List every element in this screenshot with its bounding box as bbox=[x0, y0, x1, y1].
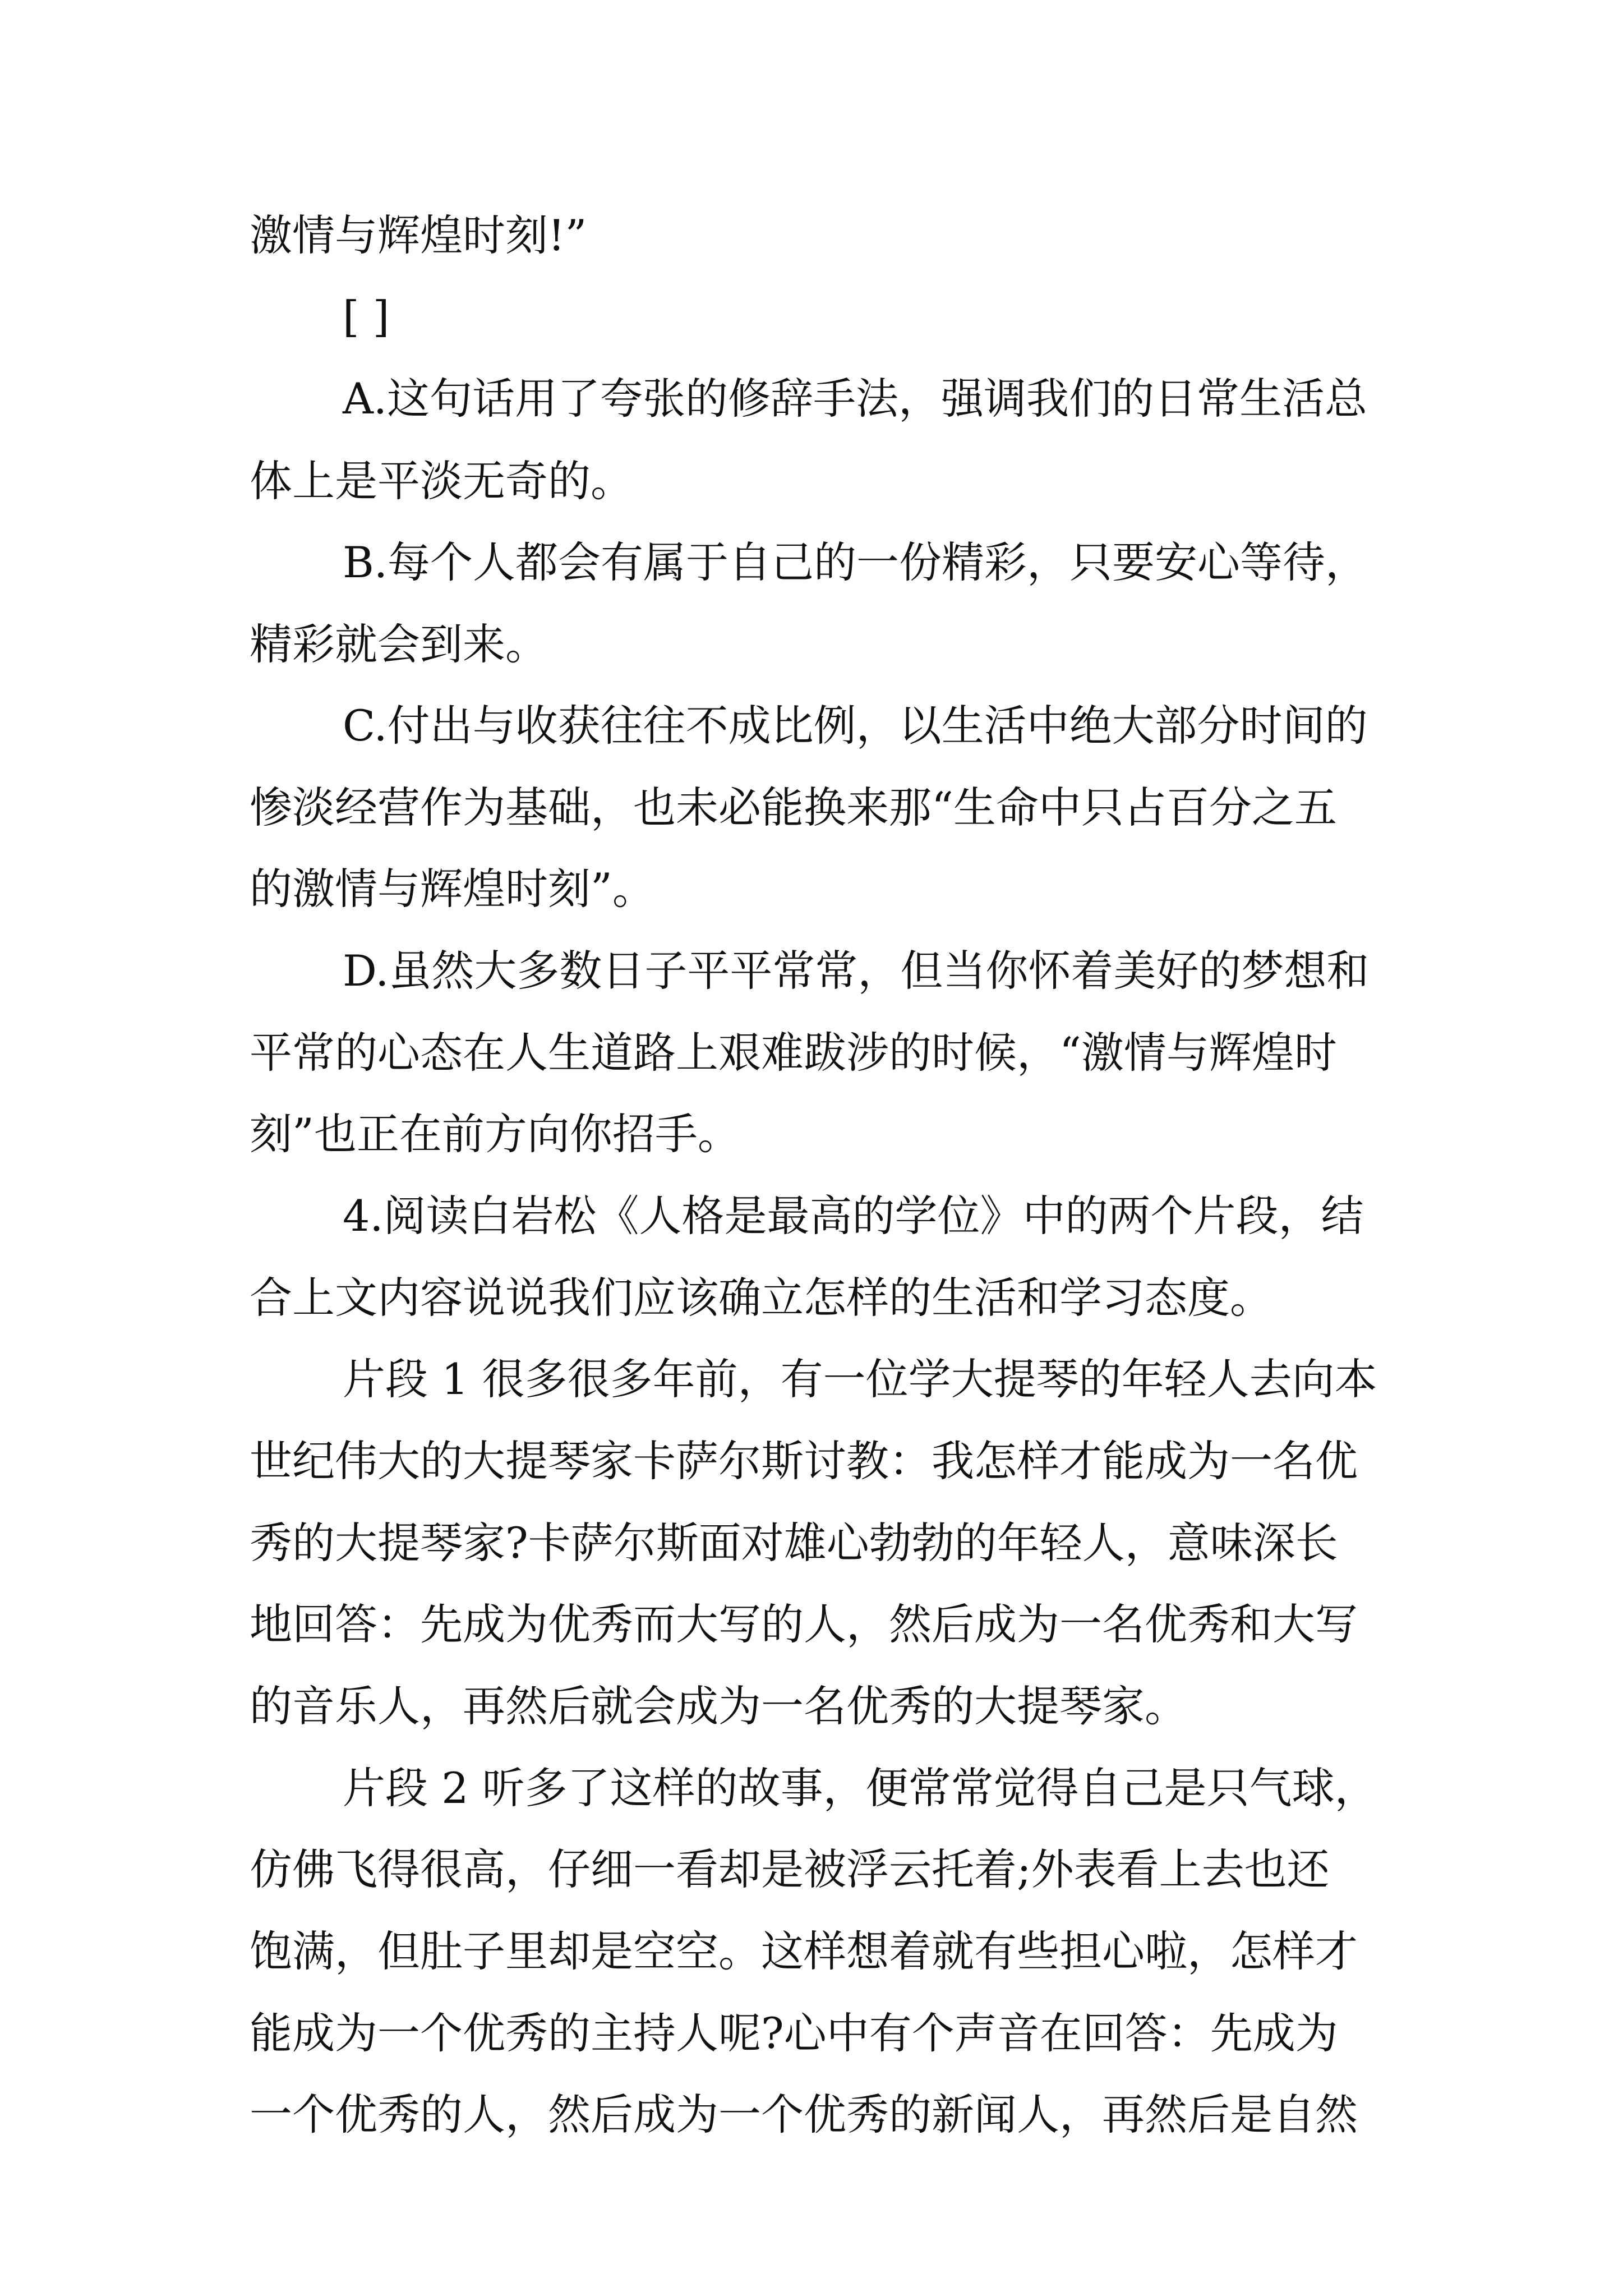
excerpt-2-line: 能成为一个优秀的主持人呢?心中有个声音在回答：先成为 bbox=[250, 2008, 1338, 2058]
question-4-line: 4.阅读白岩松《人格是最高的学位》中的两个片段，结 bbox=[343, 1191, 1364, 1241]
option-c-line: 惨淡经营作为基础，也未必能换来那“生命中只占百分之五 bbox=[250, 783, 1337, 832]
option-a-line: 体上是平淡无奇的。 bbox=[250, 456, 633, 506]
excerpt-1-line: 地回答：先成为优秀而大写的人，然后成为一名优秀和大写 bbox=[250, 1599, 1358, 1649]
option-c-line: C.付出与收获往往不成比例，以生活中绝大部分时间的 bbox=[343, 701, 1368, 751]
option-d-line: D.虽然大多数日子平平常常，但当你怀着美好的梦想和 bbox=[343, 946, 1370, 996]
question-4-line: 合上文内容说说我们应该确立怎样的生活和学习态度。 bbox=[250, 1273, 1272, 1323]
option-b-line: 精彩就会到来。 bbox=[250, 619, 548, 669]
excerpt-1-line: 的音乐人，再然后就会成为一名优秀的大提琴家。 bbox=[250, 1681, 1187, 1731]
excerpt-2-line: 片段 2 听多了这样的故事，便常常觉得自己是只气球， bbox=[343, 1763, 1377, 1813]
excerpt-1-line: 秀的大提琴家?卡萨尔斯面对雄心勃勃的年轻人，意味深长 bbox=[250, 1518, 1338, 1568]
text-line: 激情与辉煌时刻!” bbox=[250, 210, 587, 260]
excerpt-1-line: 片段 1 很多很多年前，有一位学大提琴的年轻人去向本 bbox=[343, 1354, 1377, 1404]
option-d-line: 平常的心态在人生道路上艰难跋涉的时候，“激情与辉煌时 bbox=[250, 1028, 1337, 1078]
option-b-line: B.每个人都会有属于自己的一份精彩，只要安心等待， bbox=[343, 537, 1368, 587]
answer-bracket: [ ] bbox=[343, 292, 390, 342]
excerpt-1-line: 世纪伟大的大提琴家卡萨尔斯讨教：我怎样才能成为一名优 bbox=[250, 1436, 1358, 1486]
option-a-line: A.这句话用了夸张的修辞手法，强调我们的日常生活总 bbox=[343, 374, 1368, 424]
excerpt-2-line: 一个优秀的人，然后成为一个优秀的新闻人，再然后是自然 bbox=[250, 2090, 1358, 2139]
excerpt-2-line: 饱满，但肚子里却是空空。这样想着就有些担心啦，怎样才 bbox=[250, 1926, 1358, 1976]
option-c-line: 的激情与辉煌时刻”。 bbox=[250, 864, 655, 914]
option-d-line: 刻”也正在前方向你招手。 bbox=[250, 1109, 740, 1159]
excerpt-2-line: 仿佛飞得很高，仔细一看却是被浮云托着;外表看上去也还 bbox=[250, 1844, 1330, 1894]
